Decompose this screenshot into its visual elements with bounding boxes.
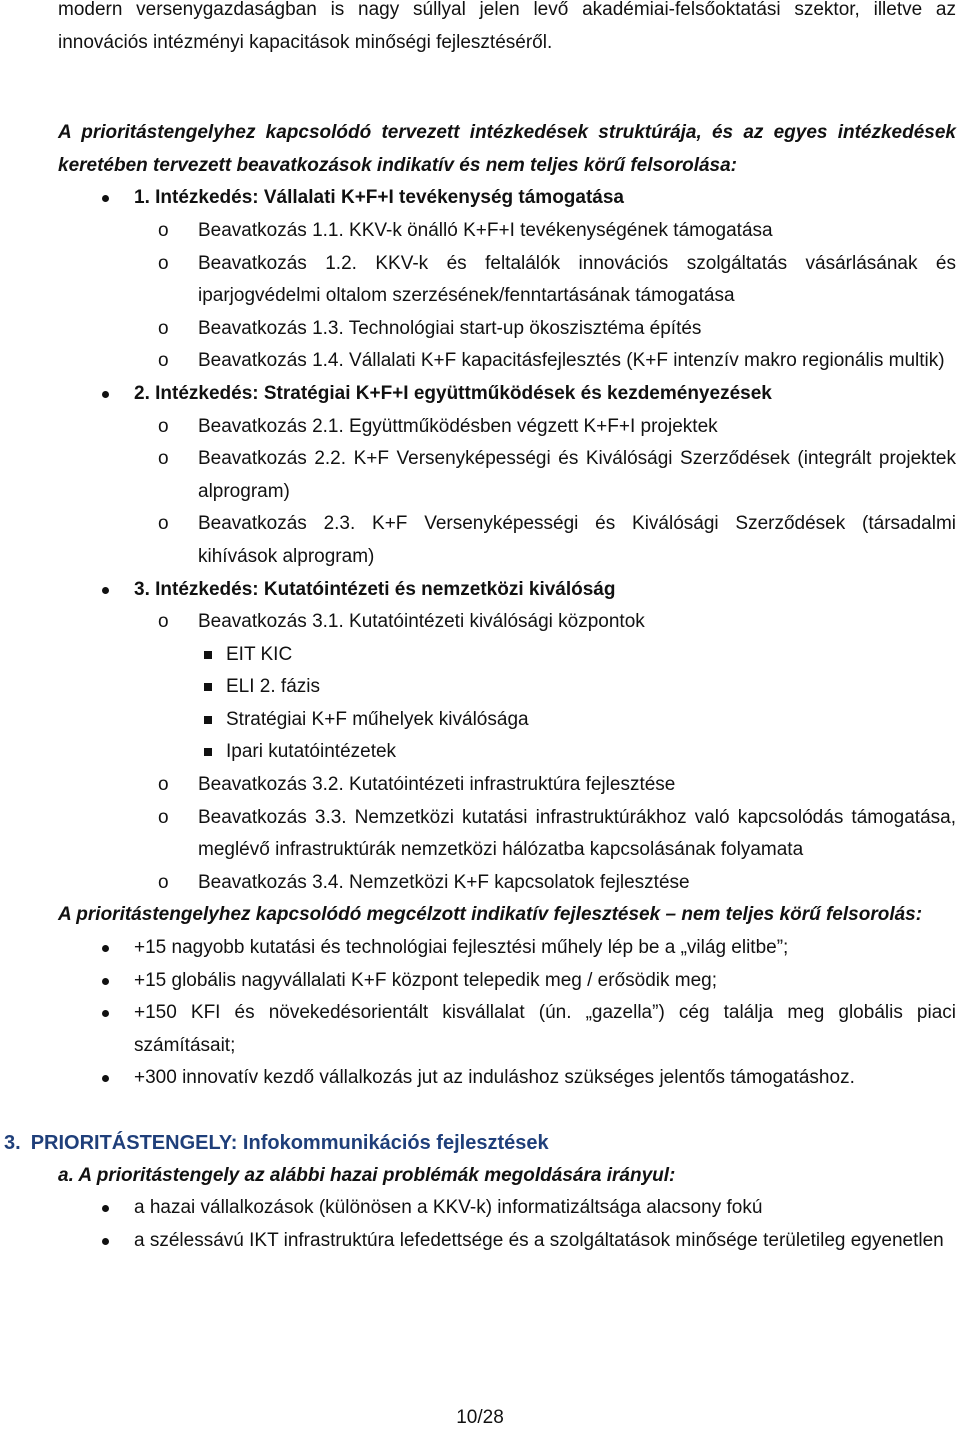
list-item: o Beavatkozás 1.4. Vállalati K+F kapacitásfejlesztés (K+F intenzív makro regionális multik) [58, 345, 956, 378]
list-item: o Beavatkozás 3.4. Nemzetközi K+F kapcsolatok fejlesztése [58, 867, 956, 900]
bullet-dot-icon [102, 587, 109, 594]
square-bullet-icon [204, 748, 212, 756]
circle-bullet-icon: o [158, 219, 169, 241]
square-bullet-icon [204, 683, 212, 691]
document-page [4, 0, 956, 1257]
list-item: o Beavatkozás 1.2. KKV-k és feltalálók innovációs szolgáltatás vásárlásának és iparjogvédelmi oltalom szerzésének/fenntartásának támogatása [58, 248, 956, 313]
bullet-dot-icon [102, 391, 109, 398]
section-number: 3. [4, 1132, 21, 1154]
bullet-dot-icon [102, 1075, 109, 1082]
circle-bullet-icon: o [158, 448, 169, 470]
problems-heading: a. A prioritástengely az alábbi hazai problémák megoldására irányul: [58, 1164, 676, 1186]
circle-bullet-icon: o [158, 415, 169, 437]
page-number: 10/28 [456, 1407, 504, 1428]
measure-1-title: 1. Intézkedés: Vállalati K+F+I tevékenység támogatása [58, 182, 956, 215]
sub-list-item: Ipari kutatóintézetek [58, 736, 956, 769]
sub-list-item: ELI 2. fázis [58, 671, 956, 704]
targets-heading: A prioritástengelyhez kapcsolódó megcélzott indikatív fejlesztések – nem teljes körű felsorolás: [58, 904, 923, 926]
circle-bullet-icon: o [158, 871, 169, 893]
list-item: a hazai vállalkozások (különösen a KKV-k) informatizáltsága alacsony fokú [58, 1192, 956, 1225]
list-item: o Beavatkozás 3.2. Kutatóintézeti infrastruktúra fejlesztése [58, 769, 956, 802]
sub-list-item: Stratégiai K+F műhelyek kiválósága [58, 704, 956, 737]
bullet-dot-icon [102, 1010, 109, 1017]
measure-3-title: 3. Intézkedés: Kutatóintézeti és nemzetközi kiválóság [58, 574, 956, 607]
circle-bullet-icon: o [158, 350, 169, 372]
list-item: +300 innovatív kezdő vállalkozás jut az induláshoz szükséges jelentős támogatáshoz. [58, 1062, 956, 1095]
sub-list-item: EIT KIC [58, 639, 956, 672]
circle-bullet-icon: o [158, 252, 169, 274]
bullet-dot-icon [102, 945, 109, 952]
bullet-dot-icon [102, 1238, 109, 1245]
measure-2-title: 2. Intézkedés: Stratégiai K+F+I együttműködések és kezdeményezések [58, 378, 956, 411]
section-heading [0, 1127, 956, 1160]
square-bullet-icon [204, 716, 212, 724]
list-item: o Beavatkozás 2.1. Együttműködésben végzett K+F+I projektek [58, 411, 956, 444]
section-title: PRIORITÁSTENGELY: Infokommunikációs fejlesztések [30, 1132, 549, 1154]
circle-bullet-icon: o [158, 513, 169, 535]
circle-bullet-icon: o [158, 774, 169, 796]
list-item: +15 nagyobb kutatási és technológiai fejlesztési műhely lép be a „világ elitbe”; [58, 932, 956, 965]
intro-paragraph: modern versenygazdaságban is nagy súllyal jelen levő akadémiai-felsőoktatási szektor, illetve az innovációs intézményi kapacitások minőségi fejlesztéséről. [58, 0, 956, 53]
square-bullet-icon [204, 651, 212, 659]
list-item: o Beavatkozás 2.2. K+F Versenyképességi és Kiválósági Szerződések (integrált projektek alprogram) [58, 443, 956, 508]
list-item: a szélessávú IKT infrastruktúra lefedettsége és a szolgáltatások minősége területileg egyenetlen [58, 1225, 956, 1258]
list-item: o Beavatkozás 2.3. K+F Versenyképességi és Kiválósági Szerződések (társadalmi kihívások alprogram) [58, 508, 956, 573]
circle-bullet-icon: o [158, 317, 169, 339]
circle-bullet-icon: o [158, 806, 169, 828]
list-item: o Beavatkozás 3.1. Kutatóintézeti kiválósági központok [58, 606, 956, 639]
list-item: +150 KFI és növekedésorientált kisvállalat (ún. „gazella”) cég találja meg globális piaci számításait; [58, 997, 956, 1062]
structure-heading: A prioritástengelyhez kapcsolódó tervezett intézkedések struktúrája, és az egyes intézkedések keretében tervezett beavatkozások indikatív és nem teljes körű felsorolása: [58, 122, 956, 176]
bullet-dot-icon [102, 1205, 109, 1212]
list-item: o Beavatkozás 1.1. KKV-k önálló K+F+I tevékenységének támogatása [58, 215, 956, 248]
circle-bullet-icon: o [158, 611, 169, 633]
list-item: o Beavatkozás 3.3. Nemzetközi kutatási infrastruktúrákhoz való kapcsolódás támogatása, meglévő infrastruktúrák nemzetközi hálózatba kapcsolásának folyamata [58, 802, 956, 867]
list-item: o Beavatkozás 1.3. Technológiai start-up ökoszisztéma építés [58, 313, 956, 346]
bullet-dot-icon [102, 978, 109, 985]
bullet-dot-icon [102, 195, 109, 202]
list-item: +15 globális nagyvállalati K+F központ telepedik meg / erősödik meg; [58, 965, 956, 998]
